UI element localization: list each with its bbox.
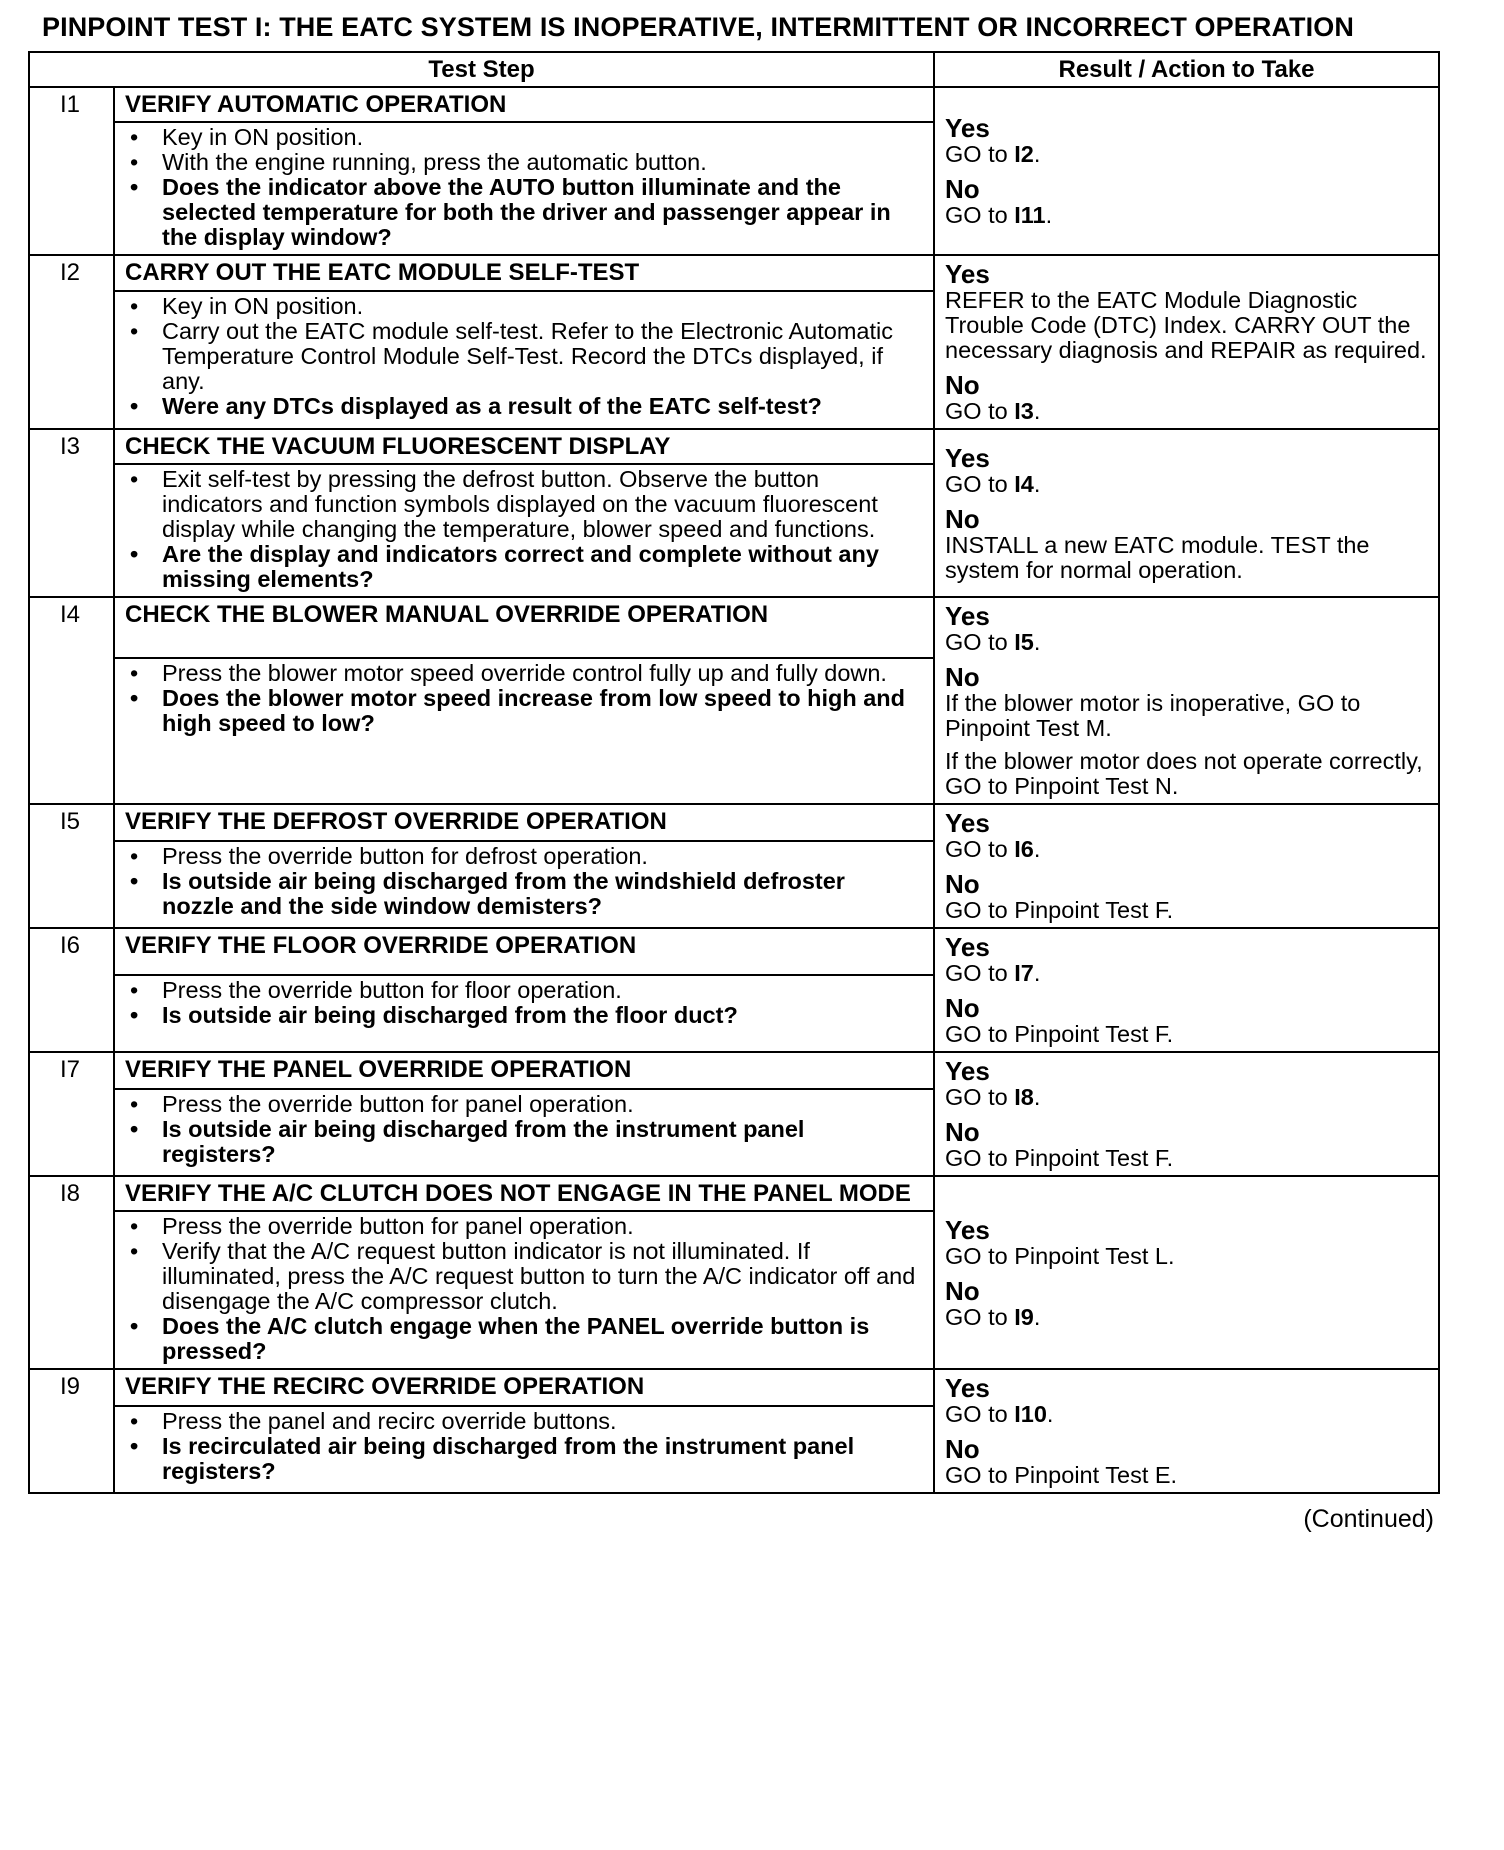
yes-action-suffix: . — [1033, 470, 1041, 497]
step-instruction: • Key in ON position. — [30, 125, 923, 150]
no-label: No — [945, 1117, 980, 1147]
step-bullet-list — [115, 661, 923, 736]
result-action-cell — [934, 429, 1439, 597]
yes-action-step-ref: I6 — [1014, 836, 1034, 862]
step-question: • Does the indicator above the AUTO button illuminate and the selected temperature for both the driver and passenger appear in the display window? — [30, 175, 923, 250]
no-action — [945, 1022, 1428, 1047]
step-number: I3 — [29, 429, 114, 597]
yes-action — [945, 1085, 1428, 1110]
step-instruction: • Carry out the EATC module self-test. Refer to the Electronic Automatic Temperature Control Module Self-Test. Record the DTCs displayed, if any. — [30, 319, 923, 394]
no-action-text: GO to Pinpoint Test F. — [945, 1145, 1174, 1171]
yes-action-text: GO to — [945, 1401, 1015, 1427]
no-action-text: GO to — [945, 398, 1015, 424]
yes-action-suffix: . — [1033, 1084, 1041, 1110]
page-title: PINPOINT TEST I: THE EATC SYSTEM IS INOPERATIVE, INTERMITTENT OR INCORRECT OPERATION — [42, 12, 1354, 42]
step-instruction: • Press the override button for panel operation. — [30, 1092, 923, 1117]
step-heading-row — [29, 429, 1439, 464]
no-action-text: If the blower motor is inoperative, GO to Pinpoint Test M. — [945, 690, 1361, 741]
step-number: I8 — [29, 1176, 114, 1369]
step-bullet-list — [115, 467, 923, 592]
no-action-suffix: . — [1033, 1303, 1041, 1330]
yes-action-suffix: . — [1033, 960, 1041, 986]
pinpoint-test-table — [28, 51, 1440, 1494]
no-action — [945, 533, 1428, 583]
result-action-cell — [934, 1369, 1439, 1493]
step-heading: CHECK THE VACUUM FLUORESCENT DISPLAY — [114, 429, 934, 464]
yes-action — [945, 472, 1428, 497]
no-action-suffix: . — [1045, 202, 1053, 228]
result-column-header: Result / Action to Take — [934, 52, 1439, 87]
step-question: • Are the display and indicators correct and complete without any missing elements? — [30, 542, 923, 592]
step-instruction: • Exit self-test by pressing the defrost button. Observe the button indicators and function symbols displayed on the vacuum fluorescent display while changing the temperature, blower speed and functions. — [30, 467, 923, 542]
step-bullet-list — [115, 294, 923, 419]
step-bullet-list — [115, 978, 923, 1028]
yes-action-text: GO to — [945, 1084, 1015, 1110]
step-instructions — [114, 1089, 934, 1176]
no-action — [945, 749, 1428, 799]
yes-action-suffix: . — [1046, 1401, 1054, 1427]
step-number: I4 — [29, 597, 114, 804]
step-heading: VERIFY THE FLOOR OVERRIDE OPERATION — [114, 928, 934, 975]
step-instruction: • Press the override button for floor operation. — [30, 978, 923, 1003]
step-heading-row — [29, 928, 1439, 975]
yes-action-text: REFER to the EATC Module Diagnostic Trouble Code (DTC) Index. CARRY OUT the necessary diagnosis and REPAIR as required. — [945, 287, 1427, 363]
step-bullet-list — [115, 125, 923, 250]
yes-label: Yes — [945, 1214, 990, 1245]
result-action-cell — [934, 87, 1439, 255]
step-instruction: • Verify that the A/C request button indicator is not illuminated. If illuminated, press the A/C request button to turn the A/C indicator off and disengage the A/C compressor clutch. — [30, 1239, 923, 1314]
step-heading: VERIFY THE RECIRC OVERRIDE OPERATION — [114, 1369, 934, 1406]
step-instructions — [114, 122, 934, 255]
result-action-cell — [934, 255, 1439, 429]
yes-action-text: GO to Pinpoint Test L. — [945, 1242, 1175, 1269]
step-question: • Is outside air being discharged from the windshield defroster nozzle and the side window demisters? — [30, 869, 923, 919]
step-heading-row — [29, 1052, 1439, 1089]
no-action-text: INSTALL a new EATC module. TEST the system for normal operation. — [945, 531, 1370, 583]
result-action-cell — [934, 597, 1439, 804]
step-question: • Is recirculated air being discharged from the instrument panel registers? — [30, 1434, 923, 1484]
yes-action-step-ref: I8 — [1014, 1084, 1034, 1110]
no-action-text: GO to — [945, 202, 1015, 228]
step-number: I1 — [29, 87, 114, 255]
step-number: I7 — [29, 1052, 114, 1176]
yes-action-text: GO to — [945, 141, 1015, 167]
no-action — [945, 203, 1428, 228]
no-action-step-ref: I3 — [1014, 398, 1034, 424]
step-heading-row — [29, 804, 1439, 841]
step-heading-row — [29, 255, 1439, 291]
result-action-cell — [934, 928, 1439, 1052]
step-instruction: • Press the override button for panel operation. — [30, 1214, 923, 1239]
yes-action-step-ref: I4 — [1014, 470, 1034, 497]
no-action — [945, 898, 1428, 923]
yes-action-suffix: . — [1033, 836, 1041, 862]
step-question: • Does the blower motor speed increase from low speed to high and high speed to low? — [30, 686, 923, 736]
no-action — [945, 1463, 1428, 1488]
document-page — [28, 8, 1438, 1536]
no-action — [945, 1305, 1428, 1330]
yes-action-text: GO to — [945, 960, 1015, 986]
yes-action-text: GO to — [945, 836, 1015, 862]
step-heading: VERIFY THE PANEL OVERRIDE OPERATION — [114, 1052, 934, 1089]
step-heading-row — [29, 1176, 1439, 1211]
yes-label: Yes — [945, 1373, 990, 1403]
step-heading: VERIFY THE DEFROST OVERRIDE OPERATION — [114, 804, 934, 841]
step-instruction: • Press the override button for defrost operation. — [30, 844, 923, 869]
no-action — [945, 1146, 1428, 1171]
step-number: I6 — [29, 928, 114, 1052]
step-instruction: • Key in ON position. — [30, 294, 923, 319]
yes-action — [945, 1402, 1428, 1427]
table-header-row — [29, 52, 1439, 87]
step-heading-row — [29, 597, 1439, 658]
no-action-text: GO to Pinpoint Test F. — [945, 1021, 1174, 1047]
yes-action — [945, 837, 1428, 862]
no-label: No — [945, 1275, 980, 1306]
step-heading: CHECK THE BLOWER MANUAL OVERRIDE OPERATION — [114, 597, 934, 658]
result-action-cell — [934, 804, 1439, 928]
step-bullet-list — [115, 1092, 923, 1167]
test-step-column-header: Test Step — [29, 52, 934, 87]
yes-action — [945, 630, 1428, 655]
no-action-text: GO to Pinpoint Test E. — [945, 1462, 1178, 1488]
no-label: No — [945, 1434, 980, 1464]
result-action-cell — [934, 1176, 1439, 1369]
yes-label: Yes — [945, 932, 990, 962]
step-instruction: • Press the panel and recirc override buttons. — [30, 1409, 923, 1434]
step-instructions — [114, 975, 934, 1052]
table-body — [29, 87, 1439, 1493]
no-label: No — [945, 869, 980, 899]
step-heading-row — [29, 87, 1439, 122]
step-instruction: • With the engine running, press the automatic button. — [30, 150, 923, 175]
step-instructions — [114, 464, 934, 597]
yes-action-text: GO to — [945, 629, 1015, 655]
yes-action-step-ref: I7 — [1014, 960, 1034, 986]
yes-action-text: GO to — [945, 470, 1015, 497]
no-action-step-ref: I11 — [1014, 202, 1046, 228]
step-instruction: • Press the blower motor speed override control fully up and fully down. — [30, 661, 923, 686]
step-bullet-list — [115, 1214, 923, 1364]
step-heading: VERIFY AUTOMATIC OPERATION — [114, 87, 934, 122]
no-label: No — [945, 174, 980, 204]
yes-action-suffix: . — [1033, 141, 1041, 167]
step-number: I5 — [29, 804, 114, 928]
result-action-cell — [934, 1052, 1439, 1176]
no-action-text: GO to Pinpoint Test F. — [945, 897, 1174, 923]
step-heading-row — [29, 1369, 1439, 1406]
step-number: I2 — [29, 255, 114, 429]
yes-label: Yes — [945, 601, 990, 631]
step-question: • Does the A/C clutch engage when the PANEL override button is pressed? — [30, 1314, 923, 1364]
step-bullet-list — [115, 1409, 923, 1484]
yes-action — [945, 1244, 1428, 1269]
continued-note: (Continued) — [1303, 1505, 1434, 1533]
yes-label: Yes — [945, 113, 990, 143]
step-instructions — [114, 291, 934, 429]
yes-action-step-ref: I10 — [1014, 1401, 1047, 1427]
yes-action-suffix: . — [1033, 629, 1041, 655]
step-heading: CARRY OUT THE EATC MODULE SELF-TEST — [114, 255, 934, 291]
yes-action — [945, 142, 1428, 167]
step-bullet-list — [115, 844, 923, 919]
step-question: • Were any DTCs displayed as a result of the EATC self-test? — [30, 394, 923, 419]
step-heading: VERIFY THE A/C CLUTCH DOES NOT ENGAGE IN THE PANEL MODE — [114, 1176, 934, 1211]
no-label: No — [945, 662, 980, 692]
step-instructions — [114, 1406, 934, 1493]
step-question: • Is outside air being discharged from the floor duct? — [30, 1003, 923, 1028]
step-instructions — [114, 841, 934, 928]
yes-label: Yes — [945, 808, 990, 838]
no-label: No — [945, 370, 980, 400]
no-label: No — [945, 503, 980, 534]
no-label: No — [945, 993, 980, 1023]
yes-label: Yes — [945, 259, 990, 289]
step-question: • Is outside air being discharged from the instrument panel registers? — [30, 1117, 923, 1167]
no-action-step-ref: I9 — [1014, 1303, 1034, 1330]
yes-action — [945, 961, 1428, 986]
step-instructions — [114, 1211, 934, 1369]
yes-label: Yes — [945, 442, 990, 473]
yes-label: Yes — [945, 1056, 990, 1086]
yes-action-step-ref: I5 — [1014, 629, 1034, 655]
no-action-text: GO to — [945, 1303, 1015, 1330]
step-instructions — [114, 658, 934, 804]
yes-action-step-ref: I2 — [1014, 141, 1034, 167]
no-action — [945, 691, 1428, 741]
no-action-suffix: . — [1033, 398, 1041, 424]
yes-action — [945, 288, 1428, 363]
step-number: I9 — [29, 1369, 114, 1493]
no-action-text: If the blower motor does not operate correctly, GO to Pinpoint Test N. — [945, 748, 1423, 799]
no-action — [945, 399, 1428, 424]
